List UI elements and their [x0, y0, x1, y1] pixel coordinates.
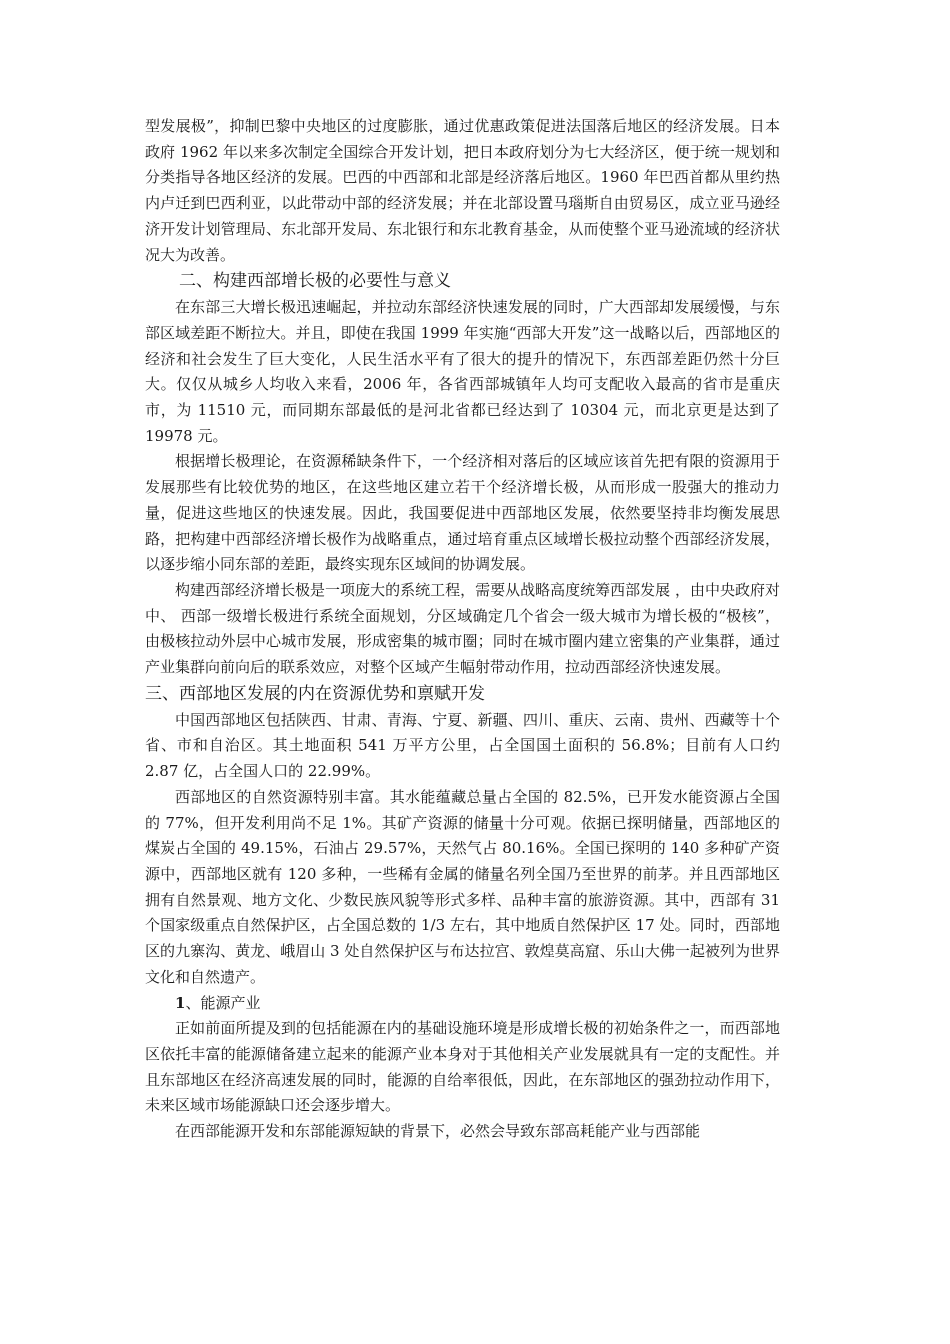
paragraph-energy-shortage: 在西部能源开发和东部能源短缺的背景下，必然会导致东部高耗能产业与西部能 [175, 1122, 701, 1141]
paragraph-system-engineering: 构建西部经济增长极是一项庞大的系统工程，需要从战略高度统筹西部发展 ，由中央政府对中、 西部一级增长极进行系统全面规划，分区域确定几个省会一级大城市为增长极的“极核”，由极核拉动外层中心城市发展，形成密集的城市圈；同时在城市圈内建立密集的产业集群，通过产业集群向前向后的联系效应，对整个区域产生幅射带动作用，拉动西部经济快速发展。 [145, 580, 780, 677]
section-heading-3: 三、西部地区发展的内在资源优势和禀赋开发 [145, 683, 485, 704]
section-heading-2: 二、构建西部增长极的必要性与意义 [179, 271, 451, 292]
paragraph-growth-pole-theory: 根据增长极理论，在资源稀缺条件下，一个经济相对落后的区域应该首先把有限的资源用于发展那些有比较优势的地区，在这些地区建立若干个经济增长极，从而形成一股强大的推动力量，促进这些地区的快速发展。因此，我国要促进中西部地区发展，依然要坚持非均衡发展思路，把构建中西部经济增长极作为战略重点，通过培育重点区域增长极拉动整个西部经济发展，以逐步缩小同东部的差距，最终实现东区域间的协调发展。 [145, 452, 780, 574]
subheading-energy-industry [145, 991, 780, 1017]
document-page [145, 114, 780, 1145]
subheading-text: 、能源产业 [185, 993, 261, 1012]
paragraph-west-region-overview: 中国西部地区包括陕西、甘肃、青海、宁夏、新疆、四川、重庆、云南、贵州、西藏等十个省、市和自治区。其土地面积 541 万平方公里，占全国国土面积的 56.8%；目前有人口约 2.87 亿，占全国人口的 22.99%。 [145, 710, 780, 781]
paragraph-east-west-gap: 在东部三大增长极迅速崛起，并拉动东部经济快速发展的同时，广大西部却发展缓慢，与东部区域差距不断拉大。并且，即使在我国 1999 年实施“西部大开发”这一战略以后，西部地区的经济和社会发生了巨大变化，人民生活水平有了很大的提升的情况下，东西部差距仍然十分巨大。仅仅从城乡人均收入来看，2006 年，各省西部城镇年人均可支配收入最高的省市是重庆市，为 11510 元，而同期东部最低的是河北省都已经达到了 10304 元，而北京更是达到了 19978 元。 [145, 298, 780, 445]
paragraph-natural-resources: 西部地区的自然资源特别丰富。其水能蕴藏总量占全国的 82.5%，已开发水能资源占全国的 77%，但开发利用尚不足 1%。其矿产资源的储量十分可观。依据已探明储量，西部地区的煤炭占全国的 49.15%，石油占 29.57%，天然气占 80.16%。全国已探明的 140 多种矿产资源中，西部地区就有 120 多种，一些稀有金属的储量名列全国乃至世界的前茅。并且西部地区拥有自然景观、地方文化、少数民族风貌等形式多样、品种丰富的旅游资源。其中，西部有 31 个国家级重点自然保护区，占全国总数的 1/3 左右，其中地质自然保护区 17 处。同时，西部地区的九寨沟、黄龙、峨眉山 3 处自然保护区与布达拉宫、敦煌莫高窟、乐山大佛一起被列为世界文化和自然遗产。 [145, 787, 780, 986]
paragraph-growth-pole-examples: 型发展极”，抑制巴黎中央地区的过度膨胀，通过优惠政策促进法国落后地区的经济发展。日本政府 1962 年以来多次制定全国综合开发计划，把日本政府划分为七大经济区，便于统一规划和分类指导各地区经济的发展。巴西的中西部和北部是经济落后地区。1960 年巴西首都从里约热内卢迁到巴西利亚，以此带动中部的经济发展；并在北部设置马瑙斯自由贸易区，成立亚马逊经济开发计划管理局、东北部开发局、东北银行和东北教育基金，从而使整个亚马逊流域的经济状况大为改善。 [145, 117, 780, 264]
subheading-number: 1 [175, 993, 186, 1012]
paragraph-energy-infrastructure: 正如前面所提及到的包括能源在内的基础设施环境是形成增长极的初始条件之一，而西部地区依托丰富的能源储备建立起来的能源产业本身对于其他相关产业发展就具有一定的支配性。并且东部地区在经济高速发展的同时，能源的自给率很低，因此，在东部地区的强劲拉动作用下，未来区域市场能源缺口还会逐步增大。 [145, 1019, 780, 1115]
